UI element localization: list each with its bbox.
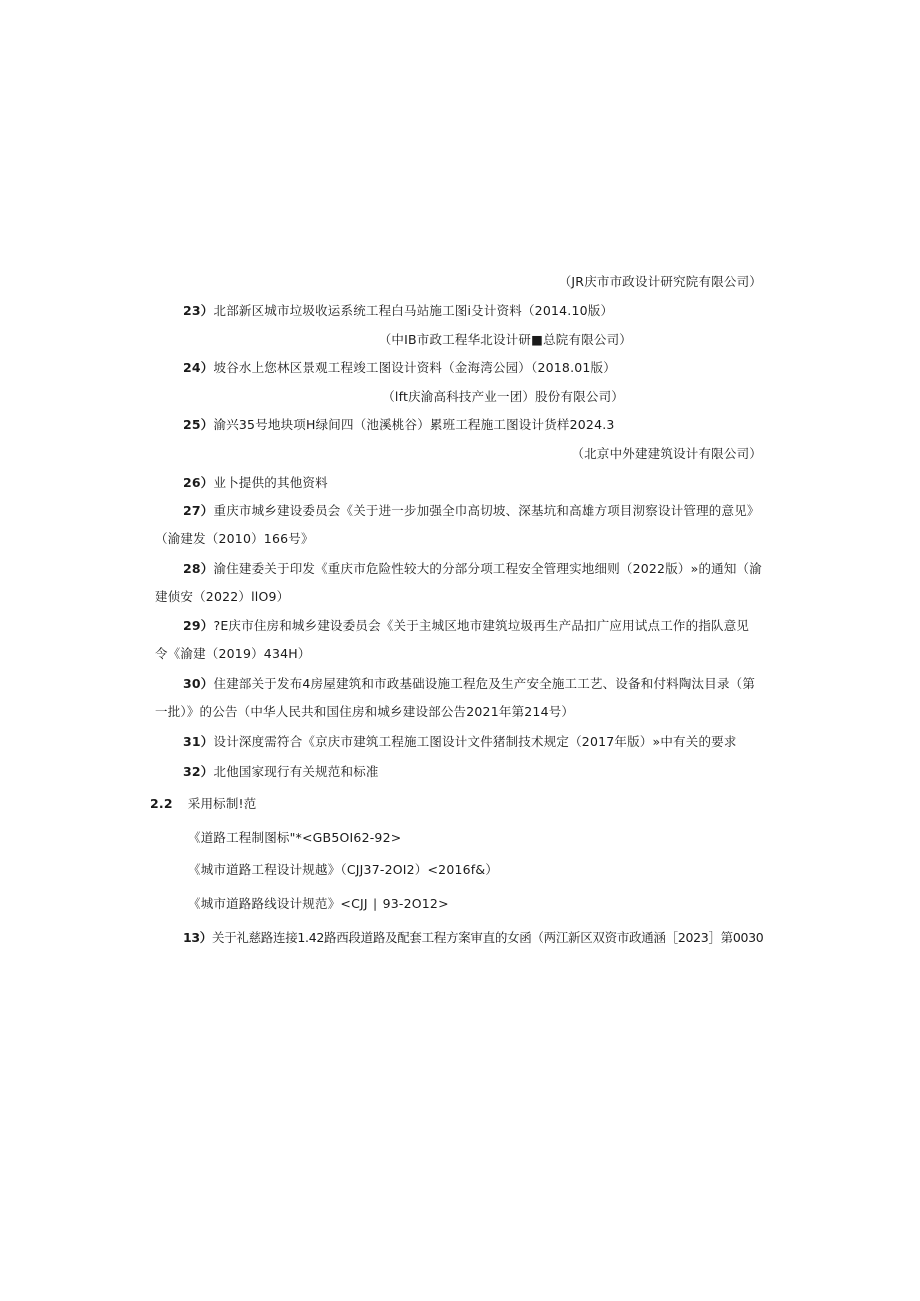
list-item-24	[183, 360, 616, 376]
standard-item: 《城市道路路线设计规范》<CJJ ∣ 93-2O12>	[188, 896, 449, 911]
item-number: 31）	[183, 734, 214, 749]
list-item-25	[183, 417, 615, 433]
item-text: 重庆市城乡建设委员会《关于进一步加强全巾高切坡、深基坑和高雄方项目沏察设计管理的意见》	[213, 503, 760, 518]
standard-item: 《道路工程制图标"*<GB5OI62-92>	[188, 830, 402, 845]
item-text: 坡谷水上您林区景观工程竣工图设计资料（金海湾公园）（2018.01版）	[213, 360, 616, 375]
item-number: 27）	[183, 503, 214, 518]
item-number: 23）	[183, 303, 214, 318]
section-title: 采用标制!范	[187, 796, 257, 811]
item-text: 住建部关于发布4房屋建筑和市政基础设施工程危及生产安全施工工艺、设备和付料陶汰目录（第	[213, 676, 756, 691]
item-text: 渝兴35号地块项H绿间四（池溪桃谷）累班工程施工图设计货样2024.3	[213, 417, 615, 432]
item-number: 28）	[183, 561, 214, 576]
org-line: （北京中外建建筑设计有限公司）	[571, 446, 762, 461]
standard-item: 《城市道路工程设计规越》（CJJ37-2OI2）<2016f&）	[188, 862, 499, 877]
list-item-28-cont: 建侦安（2022）llO9）	[155, 589, 290, 604]
list-item-26	[183, 475, 328, 491]
section-number: 2.2	[150, 796, 173, 811]
item-number: 26）	[183, 475, 214, 490]
list-item-23	[183, 303, 613, 319]
item-text: 北部新区城市垃圾收运系统工程白马站施工图i殳计资料（2014.10版）	[213, 303, 614, 318]
item-text: ?E庆市住房和城乡建设委员会《关于主城区地市建筑垃圾再生产品扣广应用试点工作的指队意见	[213, 618, 750, 633]
item-number: 32）	[183, 764, 214, 779]
list-item-29-cont: 令《渝建（2019）434H）	[155, 646, 311, 661]
list-item-29	[183, 618, 749, 634]
list-item-13	[183, 930, 763, 946]
list-item-27	[183, 503, 760, 519]
item-number: 24）	[183, 360, 214, 375]
item-text: 设计深度需符合《京庆市建筑工程施工图设计文件猪制技术规定（2017年版）»中有关的要求	[213, 734, 737, 749]
list-item-28	[183, 561, 762, 577]
section-heading	[150, 796, 256, 812]
org-line: （中IB市政工程华北设计研■总院有限公司）	[378, 332, 632, 347]
item-text: 渝住建委关于印发《重庆市危险性较大的分部分项工程安全管理实地细则（2022版）»的通知（渝	[213, 561, 762, 576]
item-number: 29）	[183, 618, 214, 633]
list-item-32	[183, 764, 379, 780]
list-item-27-cont: （渝建发（2010）166号》	[155, 531, 314, 546]
item-number: 30）	[183, 676, 214, 691]
item-text: 业卜提供的其他资料	[213, 475, 328, 490]
list-item-30-cont: 一批）》的公告（中华人民共和国住房和城乡建设部公告2021年第214号）	[155, 704, 575, 719]
list-item-31	[183, 734, 737, 750]
item-text: 北他国家现行有关规范和标准	[213, 764, 379, 779]
item-text: 关于礼慈路连接1.42路西段道路及配套工程方案审直的女函（两江新区双资市政通涵［2023］第0030	[212, 930, 764, 945]
list-item-30	[183, 676, 755, 692]
org-line: （JR庆市市政设计研究院有限公司）	[558, 274, 762, 289]
item-number: 13）	[183, 930, 212, 945]
item-number: 25）	[183, 417, 214, 432]
org-line: （lft庆渝高科技产业一团）股份有限公司）	[382, 389, 624, 404]
